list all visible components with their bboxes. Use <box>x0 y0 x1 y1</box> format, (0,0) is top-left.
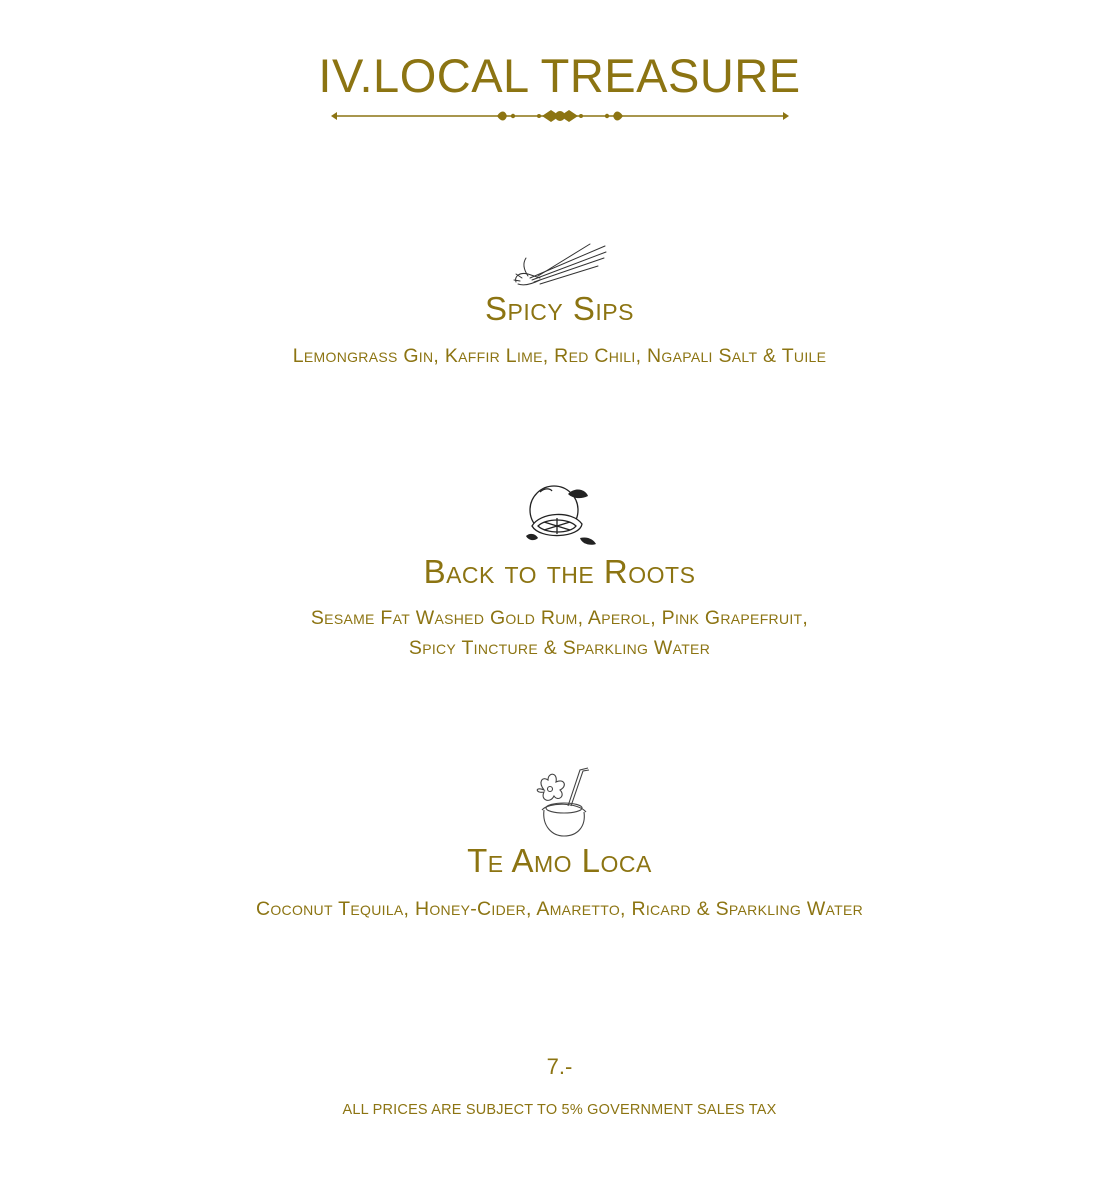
tax-note: ALL PRICES ARE SUBJECT TO 5% GOVERNMENT SALES TAX <box>342 1102 777 1118</box>
drink-description-line: Spicy Tincture & Sparkling Water <box>408 637 711 659</box>
drink-description-line: Lemongrass Gin, Kaffir Lime, Red Chili, Ngapali Salt & Tuile <box>292 345 827 367</box>
drink-description-line: Coconut Tequila, Honey-Cider, Amaretto, Ricard & Sparkling Water <box>255 898 864 920</box>
drink-name: Te Amo Loca <box>467 842 652 879</box>
drink-description <box>0 603 1119 663</box>
drink-name: Spicy Sips <box>485 290 634 327</box>
grapefruit-icon <box>520 482 600 548</box>
ornamental-divider <box>329 106 791 126</box>
coconut-drink-icon <box>528 764 592 838</box>
price: 7.- <box>546 1054 573 1079</box>
lemongrass-icon <box>510 240 610 292</box>
drink-name: Back to the Roots <box>423 553 696 590</box>
drink-description <box>0 341 1119 371</box>
drink-description <box>0 894 1119 924</box>
drink-description-line: Sesame Fat Washed Gold Rum, Aperol, Pink Grapefruit, <box>310 607 809 629</box>
section-title: IV.LOCAL TREASURE <box>318 49 801 102</box>
